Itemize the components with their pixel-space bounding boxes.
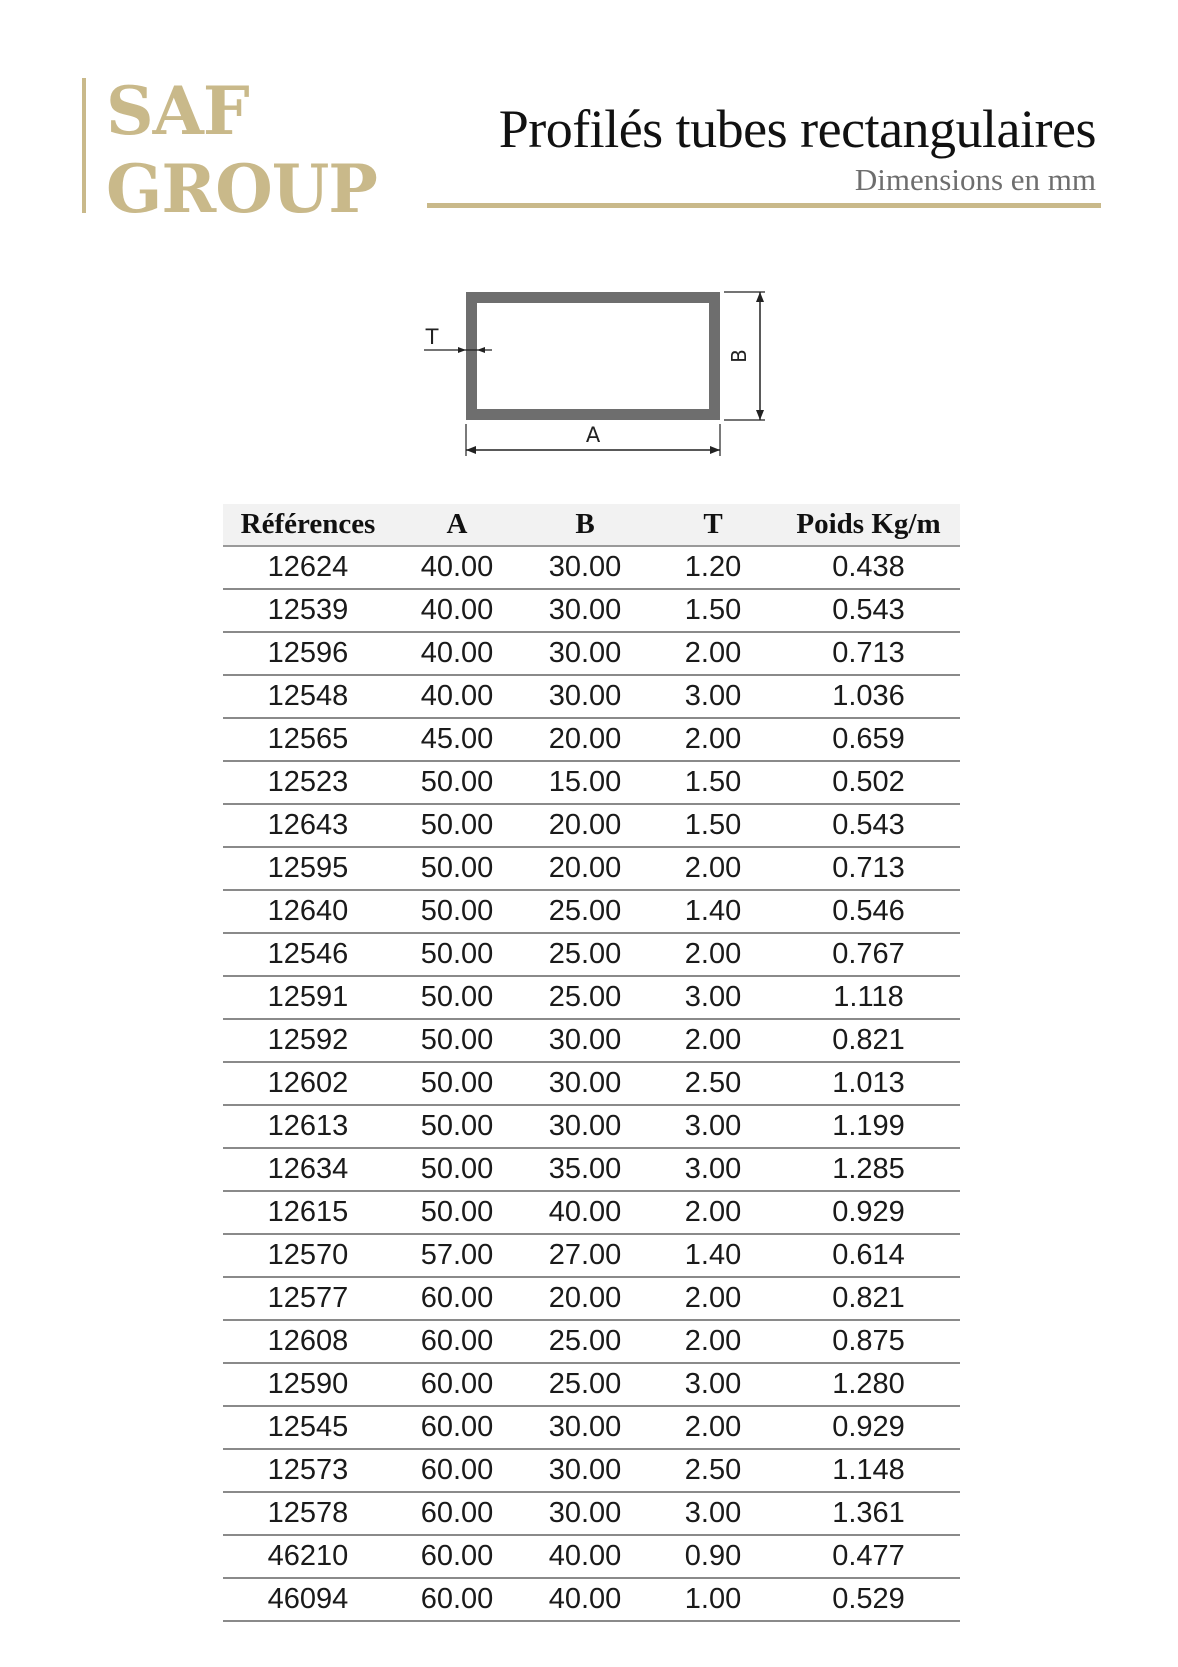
cell-b: 30.00 (521, 589, 649, 632)
cell-weight: 0.821 (777, 1019, 960, 1062)
brand-line-2: GROUP (106, 150, 377, 228)
logo-bar (82, 78, 86, 213)
cell-b: 40.00 (521, 1578, 649, 1621)
cell-t: 1.00 (649, 1578, 777, 1621)
cell-a: 50.00 (393, 1019, 521, 1062)
table-row (223, 976, 960, 1019)
cell-a: 50.00 (393, 804, 521, 847)
cell-a: 40.00 (393, 546, 521, 589)
cell-reference: 12573 (223, 1449, 393, 1492)
table-row (223, 1019, 960, 1062)
cell-b: 25.00 (521, 890, 649, 933)
cell-a: 40.00 (393, 632, 521, 675)
table-row (223, 1449, 960, 1492)
cell-weight: 1.361 (777, 1492, 960, 1535)
cell-reference: 12643 (223, 804, 393, 847)
table-row (223, 1406, 960, 1449)
table-row (223, 1062, 960, 1105)
cell-t: 1.40 (649, 890, 777, 933)
page-title: Profilés tubes rectangulaires (498, 99, 1096, 159)
cell-a: 50.00 (393, 761, 521, 804)
header-rule (427, 203, 1101, 208)
cell-reference: 12539 (223, 589, 393, 632)
cell-weight: 0.875 (777, 1320, 960, 1363)
cell-reference: 12613 (223, 1105, 393, 1148)
cell-a: 50.00 (393, 1191, 521, 1234)
cell-weight: 0.529 (777, 1578, 960, 1621)
cell-a: 40.00 (393, 675, 521, 718)
cell-b: 30.00 (521, 546, 649, 589)
cell-a: 60.00 (393, 1492, 521, 1535)
table-row (223, 1578, 960, 1621)
cell-weight: 0.477 (777, 1535, 960, 1578)
col-header-b: B (521, 504, 649, 546)
cell-reference: 12590 (223, 1363, 393, 1406)
cell-reference: 46094 (223, 1578, 393, 1621)
cell-b: 20.00 (521, 718, 649, 761)
cell-reference: 12640 (223, 890, 393, 933)
cell-t: 1.20 (649, 546, 777, 589)
cell-reference: 12591 (223, 976, 393, 1019)
cell-b: 30.00 (521, 1105, 649, 1148)
cell-weight: 1.280 (777, 1363, 960, 1406)
cell-reference: 12578 (223, 1492, 393, 1535)
cell-b: 30.00 (521, 1406, 649, 1449)
cell-t: 3.00 (649, 1105, 777, 1148)
cell-b: 20.00 (521, 1277, 649, 1320)
col-header-a: A (393, 504, 521, 546)
table-row (223, 1148, 960, 1191)
cell-weight: 0.929 (777, 1191, 960, 1234)
a-arrow-right (710, 446, 720, 454)
label-b: B (727, 349, 751, 363)
cell-b: 25.00 (521, 1363, 649, 1406)
cell-b: 27.00 (521, 1234, 649, 1277)
cell-b: 35.00 (521, 1148, 649, 1191)
cell-a: 50.00 (393, 847, 521, 890)
cell-weight: 0.546 (777, 890, 960, 933)
cell-weight: 0.502 (777, 761, 960, 804)
table-row (223, 1277, 960, 1320)
label-a: A (585, 423, 601, 447)
cell-b: 30.00 (521, 1449, 649, 1492)
cell-a: 45.00 (393, 718, 521, 761)
cell-weight: 0.614 (777, 1234, 960, 1277)
cell-t: 1.40 (649, 1234, 777, 1277)
cell-b: 15.00 (521, 761, 649, 804)
cell-b: 30.00 (521, 632, 649, 675)
a-arrow-left (466, 446, 476, 454)
cell-reference: 12615 (223, 1191, 393, 1234)
col-header-t: T (649, 504, 777, 546)
table-header-row (223, 504, 960, 546)
cell-weight: 0.543 (777, 804, 960, 847)
cell-a: 60.00 (393, 1320, 521, 1363)
cell-reference: 12548 (223, 675, 393, 718)
table-row (223, 546, 960, 589)
cell-t: 2.00 (649, 1019, 777, 1062)
label-t: T (425, 325, 439, 349)
cell-weight: 0.543 (777, 589, 960, 632)
col-header-references: Références (223, 504, 393, 546)
cell-a: 60.00 (393, 1578, 521, 1621)
cell-a: 57.00 (393, 1234, 521, 1277)
cell-b: 30.00 (521, 1062, 649, 1105)
cell-a: 60.00 (393, 1535, 521, 1578)
table-row (223, 589, 960, 632)
cell-weight: 1.036 (777, 675, 960, 718)
cell-a: 50.00 (393, 1148, 521, 1191)
cell-t: 2.00 (649, 1406, 777, 1449)
cell-t: 2.50 (649, 1449, 777, 1492)
cell-b: 30.00 (521, 675, 649, 718)
cell-reference: 12634 (223, 1148, 393, 1191)
col-header-weight: Poids Kg/m (777, 504, 960, 546)
cell-t: 2.00 (649, 847, 777, 890)
cell-weight: 0.659 (777, 718, 960, 761)
cell-weight: 0.929 (777, 1406, 960, 1449)
cell-t: 2.00 (649, 1277, 777, 1320)
cell-reference: 12570 (223, 1234, 393, 1277)
cell-t: 3.00 (649, 1148, 777, 1191)
cell-t: 3.00 (649, 1363, 777, 1406)
cell-a: 60.00 (393, 1449, 521, 1492)
cell-weight: 0.713 (777, 632, 960, 675)
table-row (223, 1105, 960, 1148)
table-row (223, 675, 960, 718)
cell-reference: 12545 (223, 1406, 393, 1449)
cell-reference: 12595 (223, 847, 393, 890)
cell-weight: 1.285 (777, 1148, 960, 1191)
cell-weight: 1.118 (777, 976, 960, 1019)
cell-t: 2.00 (649, 632, 777, 675)
cell-weight: 0.821 (777, 1277, 960, 1320)
table-row (223, 933, 960, 976)
tube-profile-diagram (400, 280, 800, 470)
cell-reference: 12592 (223, 1019, 393, 1062)
table-row (223, 718, 960, 761)
cell-b: 20.00 (521, 804, 649, 847)
b-arrow-bottom (756, 410, 764, 420)
cell-t: 2.50 (649, 1062, 777, 1105)
cell-weight: 0.438 (777, 546, 960, 589)
cell-weight: 1.199 (777, 1105, 960, 1148)
table-row (223, 1535, 960, 1578)
cell-t: 2.00 (649, 1191, 777, 1234)
cell-reference: 12596 (223, 632, 393, 675)
cell-reference: 12546 (223, 933, 393, 976)
cell-weight: 0.713 (777, 847, 960, 890)
cell-reference: 12608 (223, 1320, 393, 1363)
cell-t: 1.50 (649, 761, 777, 804)
cell-b: 25.00 (521, 1320, 649, 1363)
cell-reference: 12602 (223, 1062, 393, 1105)
cell-b: 25.00 (521, 976, 649, 1019)
cell-b: 30.00 (521, 1019, 649, 1062)
table-row (223, 804, 960, 847)
cell-a: 40.00 (393, 589, 521, 632)
cell-a: 50.00 (393, 890, 521, 933)
cell-a: 60.00 (393, 1363, 521, 1406)
cell-a: 50.00 (393, 1105, 521, 1148)
table-row (223, 847, 960, 890)
cell-a: 50.00 (393, 1062, 521, 1105)
cell-b: 40.00 (521, 1535, 649, 1578)
cell-reference: 12565 (223, 718, 393, 761)
cell-a: 50.00 (393, 976, 521, 1019)
table-row (223, 1191, 960, 1234)
cell-b: 25.00 (521, 933, 649, 976)
cell-t: 2.00 (649, 718, 777, 761)
cell-a: 60.00 (393, 1406, 521, 1449)
table-row (223, 1492, 960, 1535)
cell-t: 3.00 (649, 675, 777, 718)
table-row (223, 1234, 960, 1277)
cell-reference: 46210 (223, 1535, 393, 1578)
b-arrow-top (756, 292, 764, 302)
table-row (223, 761, 960, 804)
profiles-table (223, 504, 960, 1622)
t-arrow-left (458, 347, 466, 353)
table-row (223, 632, 960, 675)
cell-weight: 1.013 (777, 1062, 960, 1105)
cell-weight: 1.148 (777, 1449, 960, 1492)
cell-t: 1.50 (649, 589, 777, 632)
table-row (223, 1320, 960, 1363)
page-subtitle: Dimensions en mm (854, 162, 1096, 197)
cell-t: 3.00 (649, 1492, 777, 1535)
cell-t: 2.00 (649, 1320, 777, 1363)
brand-line-1: SAF (106, 72, 249, 150)
cell-a: 50.00 (393, 933, 521, 976)
cell-weight: 0.767 (777, 933, 960, 976)
table-body (223, 546, 960, 1621)
cell-t: 0.90 (649, 1535, 777, 1578)
cell-b: 30.00 (521, 1492, 649, 1535)
cell-a: 60.00 (393, 1277, 521, 1320)
table-row (223, 1363, 960, 1406)
cell-reference: 12577 (223, 1277, 393, 1320)
cell-reference: 12624 (223, 546, 393, 589)
cell-b: 40.00 (521, 1191, 649, 1234)
table-row (223, 890, 960, 933)
cell-b: 20.00 (521, 847, 649, 890)
cell-reference: 12523 (223, 761, 393, 804)
cell-t: 2.00 (649, 933, 777, 976)
cell-t: 3.00 (649, 976, 777, 1019)
cell-t: 1.50 (649, 804, 777, 847)
tube-inner-hollow (477, 303, 709, 409)
